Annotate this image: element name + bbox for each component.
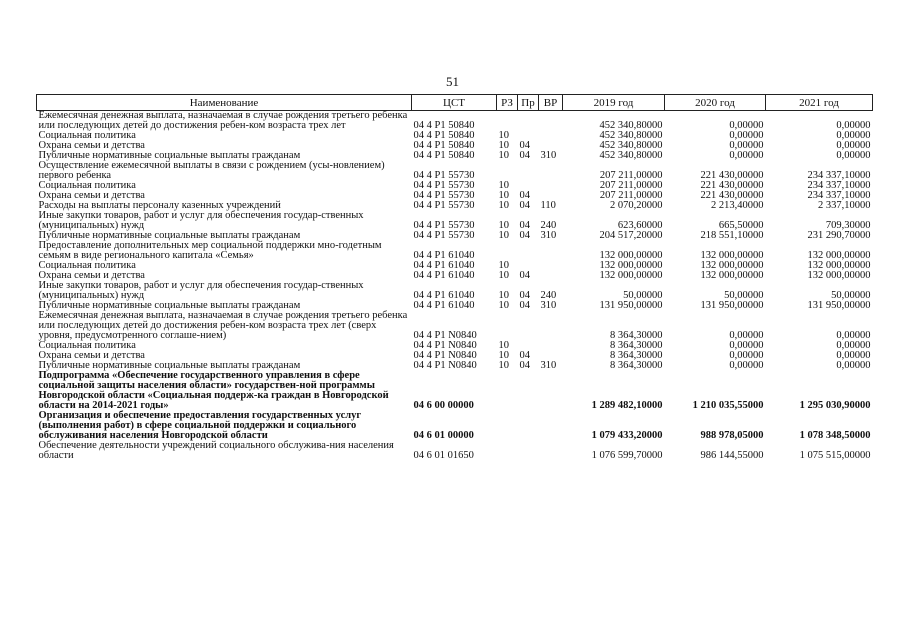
row-value-2019: 132 000,00000 [599, 270, 663, 281]
row-value-2019: 8 364,30000 [610, 360, 663, 371]
row-cst: 04 4 P1 61040 [413, 250, 475, 261]
row-cst: 04 4 P1 55730 [413, 200, 475, 211]
row-value-2020: 0,00000 [729, 130, 764, 141]
row-name: Организация и обеспечение предоставления государственных услуг (выполнения работ) в сфере социальной поддержки и социального обслуживания населения Новгородской области [38, 410, 362, 441]
row-pr [518, 161, 539, 181]
row-name: Публичные нормативные социальные выплаты гражданам [38, 360, 301, 371]
header-2019: 2019 год [563, 95, 665, 111]
row-name: Социальная политика [38, 340, 136, 351]
row-value-2020: 0,00000 [729, 150, 764, 161]
row-value-2020: 0,00000 [729, 120, 764, 131]
row-cst: 04 4 P1 50840 [413, 130, 475, 141]
row-pr: 04 [519, 350, 530, 361]
row-name: Осуществление ежемесячной выплаты в связи с рождением (усы-новлением) первого ребенка [38, 160, 385, 181]
row-cst: 04 4 P1 50840 [413, 140, 475, 151]
row-value-2021: 234 337,10000 [807, 170, 871, 181]
row-pr: 04 [519, 230, 530, 241]
row-value-2019: 50,00000 [623, 290, 663, 301]
row-value-2021: 234 337,10000 [807, 190, 871, 201]
row-value-2020: 988 978,05000 [700, 430, 764, 441]
row-cst: 04 4 P1 50840 [413, 150, 475, 161]
row-cst: 04 4 P1 N0840 [413, 330, 477, 341]
table-row [37, 111, 873, 132]
row-value-2020: 0,00000 [729, 340, 764, 351]
row-vr: 240 [540, 220, 557, 231]
row-value-2019: 452 340,80000 [599, 130, 663, 141]
row-cst: 04 4 P1 55730 [413, 190, 475, 201]
row-pr: 04 [519, 270, 530, 281]
row-vr: 310 [540, 150, 557, 161]
row-value-2019: 207 211,00000 [599, 180, 663, 191]
row-rz: 10 [498, 360, 509, 371]
row-name: Ежемесячная денежная выплата, назначаемая в случае рождения третьего ребенка или последующих детей до достижения ребен-ком возраста трех лет [38, 110, 408, 131]
row-value-2019: 623,60000 [617, 220, 663, 231]
row-rz: 10 [498, 200, 509, 211]
row-value-2020: 2 213,40000 [711, 200, 764, 211]
row-pr: 04 [519, 360, 530, 371]
row-value-2019: 207 211,00000 [599, 190, 663, 201]
table-row [37, 371, 873, 411]
row-rz [497, 441, 518, 461]
table-body [37, 111, 873, 462]
row-name: Иные закупки товаров, работ и услуг для обеспечения государ-ственных (муниципальных) нужд [38, 210, 364, 231]
row-name: Охрана семьи и детства [38, 140, 145, 151]
row-value-2020: 221 430,00000 [700, 190, 764, 201]
row-rz [497, 411, 518, 441]
row-vr [539, 341, 563, 351]
row-value-2019: 1 289 482,10000 [591, 400, 663, 411]
row-name: Расходы на выплаты персоналу казенных учреждений [38, 200, 281, 211]
row-name: Социальная политика [38, 180, 136, 191]
row-name: Охрана семьи и детства [38, 190, 145, 201]
row-value-2020: 50,00000 [724, 290, 764, 301]
row-value-2020: 0,00000 [729, 360, 764, 371]
row-value-2021: 1 078 348,50000 [799, 430, 871, 441]
row-value-2021: 132 000,00000 [807, 270, 871, 281]
row-rz: 10 [498, 150, 509, 161]
row-rz: 10 [498, 220, 509, 231]
row-pr: 04 [519, 150, 530, 161]
row-rz [497, 371, 518, 411]
row-value-2021: 0,00000 [836, 150, 871, 161]
row-value-2019: 131 950,00000 [599, 300, 663, 311]
row-pr [518, 411, 539, 441]
row-name: Предоставление дополнительных мер социальной поддержки мно-годетным семьям в виде регионального капитала «Семья» [38, 240, 382, 261]
row-value-2020: 218 551,10000 [700, 230, 764, 241]
row-value-2020: 132 000,00000 [700, 270, 764, 281]
row-value-2019: 8 364,30000 [610, 330, 663, 341]
row-pr: 04 [519, 200, 530, 211]
table-row [37, 311, 873, 341]
row-value-2021: 1 295 030,90000 [799, 400, 871, 411]
row-vr [539, 311, 563, 341]
row-pr: 04 [519, 290, 530, 301]
header-pr: Пр [518, 95, 539, 111]
row-value-2021: 0,00000 [836, 120, 871, 131]
row-value-2021: 0,00000 [836, 330, 871, 341]
row-cst: 04 4 P1 61040 [413, 270, 475, 281]
row-cst: 04 6 01 01650 [413, 450, 474, 461]
row-rz [497, 241, 518, 261]
row-value-2020: 665,50000 [718, 220, 764, 231]
row-value-2021: 50,00000 [831, 290, 871, 301]
row-rz: 10 [498, 140, 509, 151]
row-value-2019: 207 211,00000 [599, 170, 663, 181]
row-value-2019: 1 079 433,20000 [591, 430, 663, 441]
row-cst: 04 4 P1 55730 [413, 180, 475, 191]
row-value-2019: 2 070,20000 [610, 200, 663, 211]
row-value-2021: 231 290,70000 [807, 230, 871, 241]
row-value-2019: 1 076 599,70000 [591, 450, 663, 461]
row-rz: 10 [498, 260, 509, 271]
row-value-2020: 221 430,00000 [700, 170, 764, 181]
row-rz: 10 [498, 230, 509, 241]
row-vr [539, 111, 563, 132]
row-vr [539, 161, 563, 181]
table-row [37, 281, 873, 301]
row-cst: 04 6 00 00000 [413, 400, 474, 411]
row-name: Охрана семьи и детства [38, 350, 145, 361]
row-pr [518, 241, 539, 261]
row-cst: 04 4 P1 55730 [413, 170, 475, 181]
row-cst: 04 4 P1 61040 [413, 290, 475, 301]
row-cst: 04 4 P1 55730 [413, 220, 475, 231]
row-pr [518, 371, 539, 411]
row-cst: 04 6 01 00000 [413, 430, 474, 441]
table-row [37, 161, 873, 181]
row-cst: 04 4 P1 50840 [413, 120, 475, 131]
row-value-2020: 0,00000 [729, 140, 764, 151]
row-value-2019: 132 000,00000 [599, 260, 663, 271]
row-rz: 10 [498, 290, 509, 301]
header-vr: ВР [539, 95, 563, 111]
row-value-2020: 132 000,00000 [700, 250, 764, 261]
row-value-2021: 1 075 515,00000 [799, 450, 871, 461]
row-rz: 10 [498, 270, 509, 281]
row-rz: 10 [498, 190, 509, 201]
row-rz: 10 [498, 350, 509, 361]
row-name: Публичные нормативные социальные выплаты гражданам [38, 300, 301, 311]
row-value-2019: 204 517,20000 [599, 230, 663, 241]
header-2020: 2020 год [665, 95, 766, 111]
row-vr [539, 261, 563, 271]
table-row [37, 441, 873, 461]
budget-table [36, 94, 873, 461]
row-name: Охрана семьи и детства [38, 270, 145, 281]
row-value-2019: 132 000,00000 [599, 250, 663, 261]
row-value-2021: 234 337,10000 [807, 180, 871, 191]
row-value-2021: 0,00000 [836, 340, 871, 351]
row-vr [539, 371, 563, 411]
row-value-2021: 132 000,00000 [807, 250, 871, 261]
row-value-2021: 0,00000 [836, 360, 871, 371]
header-cst: ЦСТ [412, 95, 497, 111]
row-pr: 04 [519, 190, 530, 201]
row-cst: 04 4 P1 61040 [413, 300, 475, 311]
row-value-2021: 131 950,00000 [807, 300, 871, 311]
row-pr [518, 111, 539, 132]
row-vr [539, 441, 563, 461]
row-value-2019: 452 340,80000 [599, 140, 663, 151]
row-cst: 04 4 P1 55730 [413, 230, 475, 241]
header-rz: РЗ [497, 95, 518, 111]
row-value-2020: 1 210 035,55000 [692, 400, 764, 411]
row-name: Публичные нормативные социальные выплаты гражданам [38, 230, 301, 241]
row-vr [539, 241, 563, 261]
row-pr [518, 441, 539, 461]
row-cst: 04 4 P1 N0840 [413, 340, 477, 351]
row-name: Публичные нормативные социальные выплаты гражданам [38, 150, 301, 161]
row-value-2021: 709,30000 [825, 220, 871, 231]
header-2021: 2021 год [766, 95, 873, 111]
table-header-row [37, 95, 873, 111]
row-vr [539, 271, 563, 281]
row-name: Социальная политика [38, 260, 136, 271]
row-vr: 310 [540, 300, 557, 311]
row-rz [497, 111, 518, 132]
row-rz [497, 311, 518, 341]
row-vr [539, 411, 563, 441]
row-name: Подпрограмма «Обеспечение государственного управления в сфере социальной защиты населения области» государствен-ной программы Новгородской области «Социальная поддерж-ка граждан в Новгородской области на 2014-2021 годы» [38, 370, 389, 411]
row-rz: 10 [498, 340, 509, 351]
row-name: Обеспечение деятельности учреждений социального обслужива-ния населения области [38, 440, 394, 461]
row-value-2020: 986 144,55000 [700, 450, 764, 461]
row-value-2021: 0,00000 [836, 350, 871, 361]
row-vr [539, 181, 563, 191]
row-vr [539, 131, 563, 141]
row-vr: 310 [540, 230, 557, 241]
row-cst: 04 4 P1 N0840 [413, 360, 477, 371]
row-value-2019: 452 340,80000 [599, 120, 663, 131]
row-cst: 04 4 P1 61040 [413, 260, 475, 271]
row-value-2020: 131 950,00000 [700, 300, 764, 311]
row-rz: 10 [498, 300, 509, 311]
row-value-2021: 0,00000 [836, 140, 871, 151]
table-row [37, 241, 873, 261]
row-value-2021: 2 337,10000 [818, 200, 871, 211]
row-name: Ежемесячная денежная выплата, назначаемая в случае рождения третьего ребенка или последующих детей до достижения ребен-ком возраста трех лет (сверх уровня, предусмотренного соглаше-нием) [38, 310, 408, 341]
row-pr: 04 [519, 300, 530, 311]
row-value-2020: 0,00000 [729, 350, 764, 361]
row-value-2020: 0,00000 [729, 330, 764, 341]
row-pr: 04 [519, 140, 530, 151]
row-value-2019: 8 364,30000 [610, 340, 663, 351]
table-row [37, 211, 873, 231]
row-value-2020: 221 430,00000 [700, 180, 764, 191]
row-cst: 04 4 P1 N0840 [413, 350, 477, 361]
row-pr: 04 [519, 220, 530, 231]
row-vr: 110 [540, 200, 556, 211]
row-pr [518, 311, 539, 341]
row-value-2021: 132 000,00000 [807, 260, 871, 271]
page-number: 51 [446, 74, 459, 89]
row-rz: 10 [498, 130, 509, 141]
row-rz: 10 [498, 180, 509, 191]
row-value-2019: 452 340,80000 [599, 150, 663, 161]
header-name: Наименование [37, 95, 412, 111]
row-value-2020: 132 000,00000 [700, 260, 764, 271]
row-vr: 310 [540, 360, 557, 371]
row-name: Социальная политика [38, 130, 136, 141]
row-rz [497, 161, 518, 181]
table-row [37, 411, 873, 441]
row-value-2021: 0,00000 [836, 130, 871, 141]
row-vr: 240 [540, 290, 557, 301]
row-name: Иные закупки товаров, работ и услуг для обеспечения государ-ственных (муниципальных) нужд [38, 280, 364, 301]
row-value-2019: 8 364,30000 [610, 350, 663, 361]
